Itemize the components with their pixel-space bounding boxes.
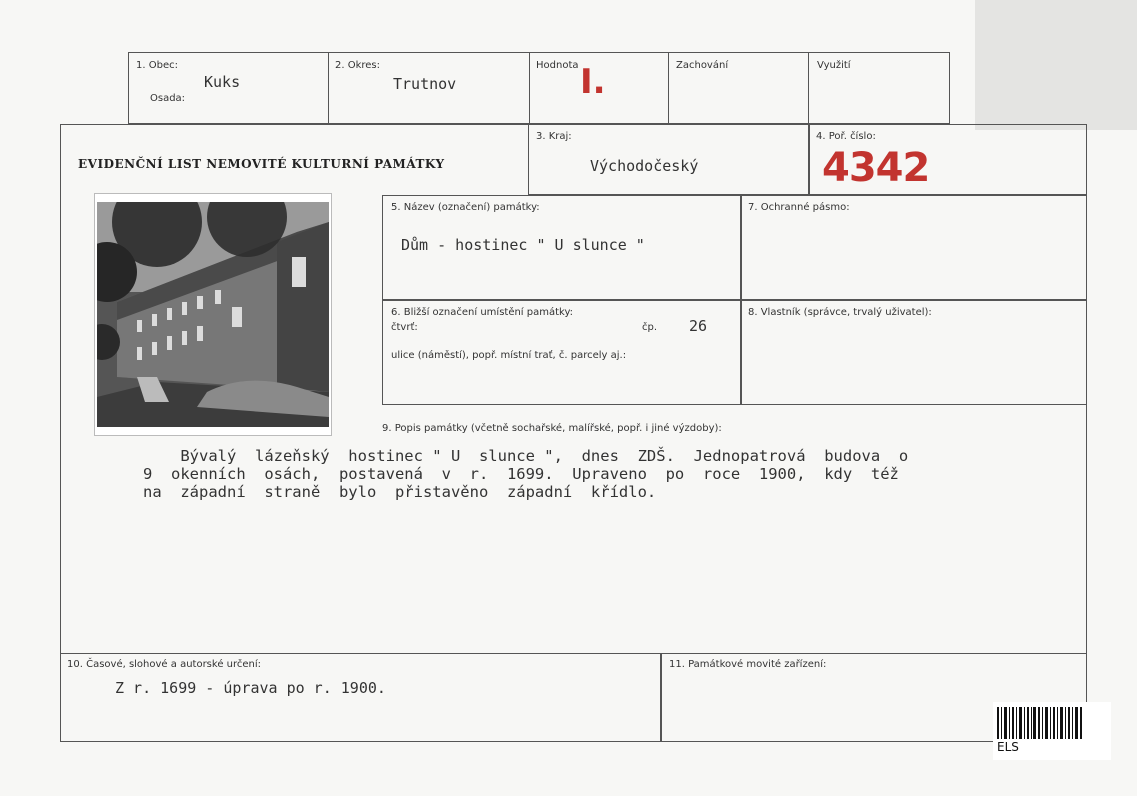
- urceni-value: Z r. 1699 - úprava po r. 1900.: [115, 679, 386, 697]
- barcode-label: ELS: [997, 740, 1019, 754]
- cp-label: čp.: [642, 322, 658, 333]
- form-title: EVIDENČNÍ LIST NEMOVITÉ KULTURNÍ PAMÁTKY: [78, 157, 445, 171]
- popis-line: 9 okenních osách, postavená v r. 1699. Upraveno po roce 1900, kdy též: [143, 465, 899, 483]
- nazev-label: 5. Název (označení) památky:: [391, 202, 540, 213]
- okres-value: Trutnov: [393, 75, 457, 93]
- hodnota-stamp: I.: [580, 62, 606, 102]
- vyuziti-label: Využití: [817, 60, 851, 71]
- popis-line: Bývalý lázeňský hostinec " U slunce ", dnes ZDŠ. Jednopatrová budova o: [143, 447, 909, 465]
- por-cislo-label: 4. Poř. číslo:: [816, 131, 876, 142]
- popis-label: 9. Popis památky (včetně sochařské, malířské, popř. i jiné výzdoby):: [382, 423, 722, 434]
- umisteni-label: 6. Bližší označení umístění památky:: [391, 307, 574, 318]
- por-cislo-stamp: 4342: [822, 145, 930, 191]
- urceni-label: 10. Časové, slohové a autorské určení:: [67, 659, 262, 670]
- osada-label: Osada:: [150, 93, 186, 104]
- kraj-value: Východočeský: [590, 157, 699, 175]
- zachovani-label: Zachování: [676, 60, 729, 71]
- pasmo-label: 7. Ochranné pásmo:: [748, 202, 850, 213]
- ulice-label: ulice (náměstí), popř. místní trať, č. parcely aj.:: [391, 350, 627, 361]
- monument-photo: [94, 193, 332, 436]
- barcode-sticker: [993, 702, 1111, 760]
- obec-label: 1. Obec:: [136, 60, 178, 71]
- obec-value: Kuks: [204, 73, 241, 91]
- building-photo: [97, 202, 329, 427]
- kraj-label: 3. Kraj:: [536, 131, 572, 142]
- popis-line: na západní straně bylo přistavěno západní křídlo.: [143, 483, 657, 501]
- ctvrt-label: čtvrť:: [391, 322, 418, 333]
- cp-value: 26: [689, 317, 708, 335]
- zarizeni-label: 11. Památkové movité zařízení:: [669, 659, 827, 670]
- hodnota-label: Hodnota: [536, 60, 579, 71]
- barcode-icon: [997, 707, 1085, 739]
- popis-text: [143, 447, 908, 501]
- folded-corner: [975, 0, 1137, 130]
- okres-label: 2. Okres:: [335, 60, 381, 71]
- nazev-value: Dům - hostinec " U slunce ": [401, 236, 645, 254]
- vlastnik-label: 8. Vlastník (správce, trvalý uživatel):: [748, 307, 932, 318]
